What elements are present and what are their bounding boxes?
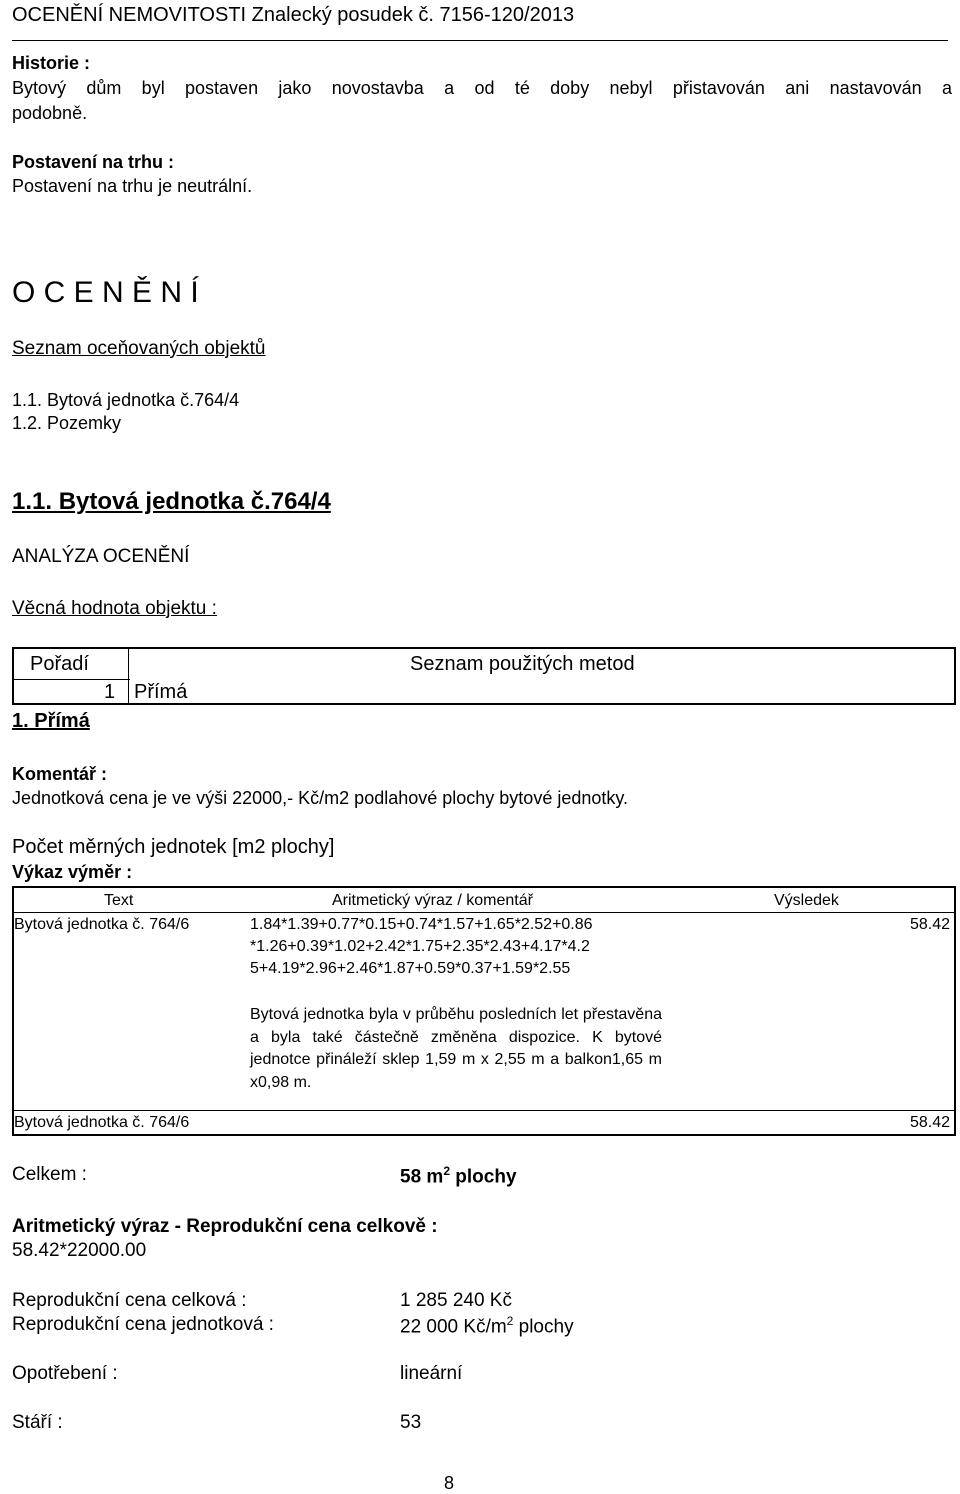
jednotkova-number: 22 000 Kč/m: [400, 1316, 507, 1338]
vykaz-label: Výkaz výměr :: [12, 862, 133, 882]
methods-row-number: 1: [104, 681, 116, 703]
vecna-hodnota-heading: Věcná hodnota objektu :: [12, 598, 217, 619]
header-divider: [12, 40, 948, 41]
historie-text-line2: podobně.: [12, 103, 88, 123]
jednotkova-unit: plochy: [518, 1316, 574, 1338]
methods-table-vline: [128, 649, 129, 705]
reprodukcni-jednotkova-value: [400, 1314, 574, 1338]
pocet-heading: Počet měrných jednotek [m2 plochy]: [12, 836, 335, 858]
reprodukcni-celkova-value: 1 285 240 Kč: [400, 1290, 512, 1311]
celkem-number: 58 m: [400, 1166, 444, 1188]
page-number: 8: [444, 1473, 455, 1493]
methods-table-hline: [14, 679, 130, 680]
vykaz-table: [12, 886, 956, 1136]
vykaz-footer-divider: [14, 1110, 954, 1111]
vykaz-sum-result: 58.42: [909, 1114, 950, 1131]
historie-text-line1: Bytový dům byl postaven jako novostavba a od té doby nebyl přistavován ani nastavován a: [12, 78, 952, 98]
jednotkova-sup: 2: [506, 1314, 514, 1328]
analyza-heading: ANALÝZA OCENĚNÍ: [12, 546, 190, 567]
vykaz-row-result: 58.42: [909, 916, 950, 933]
trh-text: Postavení na trhu je neutrální.: [12, 176, 253, 196]
aritm-value: 58.42*22000.00: [12, 1240, 147, 1261]
vykaz-col-text: Text: [104, 892, 134, 909]
reprodukcni-jednotkova-label: Reprodukční cena jednotková :: [12, 1314, 274, 1335]
celkem-sup: 2: [443, 1164, 450, 1178]
vykaz-expr-line3: 5+4.19*2.96+2.46*1.87+0.59*0.37+1.59*2.55: [250, 960, 571, 977]
seznam-item-2: 1.2. Pozemky: [12, 413, 122, 433]
aritm-label: Aritmetický výraz - Reprodukční cena celkově :: [12, 1216, 438, 1237]
reprodukcni-celkova-label: Reprodukční cena celková :: [12, 1290, 247, 1311]
celkem-unit: plochy: [455, 1166, 517, 1188]
vykaz-expr-line2: *1.26+0.39*1.02+2.42*1.75+2.35*2.43+4.17*4.2: [250, 938, 590, 955]
method-heading: 1. Přímá: [12, 710, 90, 732]
document-header: OCENĚNÍ NEMOVITOSTI Znalecký posudek č. 7156-120/2013: [12, 4, 575, 26]
vykaz-col-expr: Aritmetický výraz / komentář: [332, 892, 533, 909]
vykaz-expr-line1: 1.84*1.39+0.77*0.15+0.74*1.57+1.65*2.52+0.86: [250, 916, 593, 933]
methods-row-name: Přímá: [134, 681, 188, 703]
vykaz-comment: Bytová jednotka byla v průběhu posledních let přestavěna a byla také částečně změněna dispozice. K bytové jednotce přináleží sklep 1,59 m x 2,55 m a balkon1,65 m x0,98 m.: [250, 1006, 662, 1091]
methods-col-seznam: Seznam použitých metod: [410, 653, 635, 675]
komentar-label: Komentář :: [12, 764, 108, 784]
opotrebeni-value: lineární: [400, 1363, 463, 1384]
vykaz-col-result: Výsledek: [774, 892, 839, 909]
celkem-label: Celkem :: [12, 1164, 87, 1185]
unit-heading: 1.1. Bytová jednotka č.764/4: [12, 488, 331, 515]
stari-label: Stáří :: [12, 1412, 63, 1433]
vykaz-sum-text: Bytová jednotka č. 764/6: [14, 1114, 190, 1131]
opotrebeni-label: Opotřebení :: [12, 1363, 118, 1384]
seznam-title: Seznam oceňovaných objektů: [12, 338, 266, 359]
historie-label: Historie :: [12, 53, 91, 73]
section-title: O C E N Ě N Í: [12, 276, 199, 309]
methods-col-poradi: Pořadí: [30, 653, 89, 675]
stari-value: 53: [400, 1412, 422, 1433]
methods-table: [12, 647, 956, 705]
trh-label: Postavení na trhu :: [12, 152, 175, 172]
vykaz-row-text: Bytová jednotka č. 764/6: [14, 916, 190, 933]
celkem-value: [400, 1164, 517, 1188]
komentar-text: Jednotková cena je ve výši 22000,- Kč/m2 podlahové plochy bytové jednotky.: [12, 788, 629, 808]
seznam-item-1: 1.1. Bytová jednotka č.764/4: [12, 390, 240, 410]
vykaz-header-divider: [14, 912, 954, 913]
